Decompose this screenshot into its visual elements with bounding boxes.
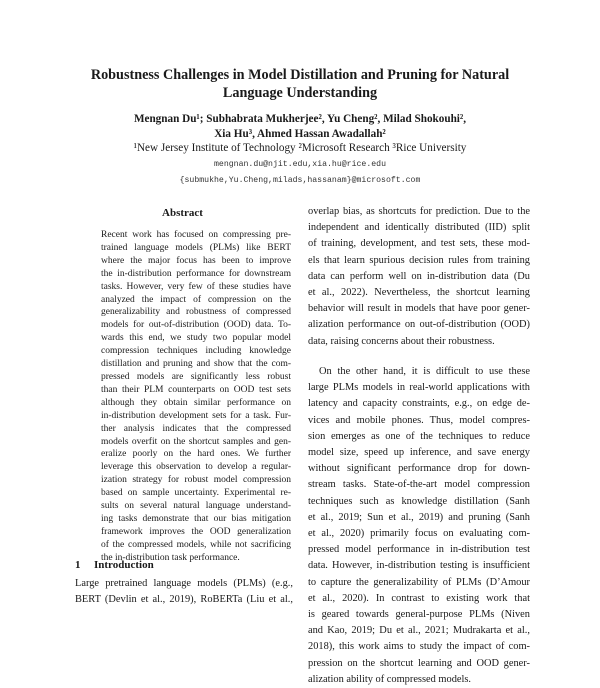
text-line: distillation and pruning and show that the com- — [101, 359, 291, 370]
text-line: model size, speed up inference, and save energy — [308, 447, 530, 459]
text-line: Large pretrained language models (PLMs) (e.g., — [75, 578, 293, 589]
email-line: mengnan.du@njit.edu,xia.hu@rice.edu — [214, 160, 386, 169]
text-line: ther analysis indicates that the compressed — [101, 423, 291, 434]
text-line: overlap bias, as shortcuts for prediction. Due to the — [308, 206, 530, 217]
text-line: stream tasks. State-of-the-art model compression — [308, 479, 530, 491]
author-line: Xia Hu³, Ahmed Hassan Awadallah² — [214, 128, 386, 140]
text-line: pressed model performance in in-distribution test — [308, 544, 530, 556]
text-line: Recent work has focused on compressing pre- — [101, 230, 291, 240]
text-line: generalizability and robustness of compressed — [101, 307, 291, 318]
section-number: 1 — [75, 559, 81, 571]
text-line: alization performance on out-of-distribution (OOD) — [308, 319, 530, 331]
text-line: vices and mobile phones. Thus, model compres- — [308, 414, 530, 426]
abstract-text — [101, 229, 291, 565]
text-line: although they obtain similar performance on — [101, 397, 291, 408]
text-line: ization strategy for robust model compression — [101, 475, 291, 486]
text-line: large PLMs models in real-world applications with — [308, 382, 530, 394]
text-line: et al., 2020) primarily focus on evaluating com- — [308, 528, 530, 540]
text-line: compression techniques including knowledge — [101, 346, 291, 357]
text-line: data, raising concerns about their robustness. — [308, 335, 495, 347]
text-line: the in-distribution task performance. — [101, 552, 240, 563]
text-line: where the major focus has been to improve — [101, 255, 291, 266]
author-emails — [40, 157, 560, 188]
text-line: to capture the generalizability of PLMs (D’Amour — [308, 576, 530, 588]
text-line: On the other hand, it is difficult to use these — [319, 366, 530, 377]
text-line: data. However, in-distribution testing is insufficient — [308, 560, 530, 572]
text-line: data can perform well on in-distribution data (Du — [308, 270, 530, 282]
title-line: Robustness Challenges in Model Distillation and Pruning for Natural — [90, 67, 510, 83]
author-line: Mengnan Du¹; Subhabrata Mukherjee², Yu Cheng², Milad Shokouhi², — [133, 113, 467, 125]
section-title: Introduction — [94, 559, 154, 571]
text-line: pression on the shortcut learning and OOD gener- — [308, 657, 530, 669]
text-line: independent and identically distributed (IID) split — [308, 222, 530, 234]
text-line: trained language models (PLMs) like BERT — [101, 242, 291, 253]
text-line: et al., 2022). Nevertheless, the shortcut learning — [308, 287, 530, 299]
text-line: behavior will result in models that have poor gener- — [308, 303, 530, 315]
text-line: models overfit on the shortcut samples and gen- — [101, 436, 291, 447]
text-line: tasks. However, very few of these studies have — [101, 281, 291, 292]
text-line: framework improves the OOD generalization — [101, 526, 291, 537]
text-line: in-distribution development sets for a task. Fur- — [101, 410, 291, 421]
text-line: analyzed the impact of compression on the — [101, 294, 291, 305]
text-line: sion emerges as one of the techniques to reduce — [308, 430, 530, 442]
text-line: pressed models are significantly less robust — [101, 371, 291, 382]
paper-title — [40, 66, 560, 102]
email-line: {submukhe,Yu.Cheng,milads,hassanam}@microsoft.com — [179, 175, 421, 185]
abstract-heading: Abstract — [162, 207, 203, 219]
text-line: the in-distribution performance for downstream — [101, 268, 291, 279]
text-line: is geared towards general-purpose PLMs (Niven — [308, 609, 530, 621]
text-line: wards this end, we study two popular model — [101, 333, 291, 344]
text-line: than their PLM counterparts on OOD test sets — [101, 384, 291, 395]
text-line: ing tasks demonstrate that our bias mitigation — [101, 513, 291, 524]
text-line: latency and capacity constraints, e.g., on edge de- — [308, 398, 530, 410]
text-line: based on sample uncertainty. Experimental re- — [101, 488, 291, 499]
introduction-text — [75, 576, 293, 608]
author-list — [40, 112, 560, 142]
text-line: models for out-of-distribution (OOD) data. To- — [101, 320, 291, 331]
right-column-paragraph-1 — [308, 204, 530, 350]
text-line: sults on several natural language understand- — [101, 501, 291, 512]
text-line: and Kao, 2019; Du et al., 2021; Mudrakarta et al., — [308, 625, 530, 637]
text-line: alization ability of compressed models. — [308, 673, 472, 685]
text-line: techniques such as knowledge distillation (Sanh — [308, 495, 530, 507]
affiliations: ¹New Jersey Institute of Technology ²Microsoft Research ³Rice University — [133, 142, 467, 154]
text-line: of training, development, and test sets, these mod- — [308, 238, 530, 250]
right-column-paragraph-2 — [308, 364, 530, 688]
text-line: leverage this observation to develop a regular- — [101, 462, 291, 473]
section-heading-introduction — [75, 559, 290, 571]
text-line: without significant performance drop for down- — [308, 463, 530, 475]
text-line: BERT (Devlin et al., 2019), RoBERTa (Liu et al., — [75, 594, 293, 606]
text-line: et al., 2019; Sun et al., 2019) and pruning (Sanh — [308, 511, 530, 523]
text-line: 2018), this work aims to study the impact of com- — [308, 641, 530, 653]
text-line: eralize poorly on the hard ones. We further — [101, 449, 291, 460]
text-line: els that learn spurious decision rules from training — [308, 254, 530, 266]
text-line: of the compressed models, while not sacrificing — [101, 539, 291, 550]
title-line: Language Understanding — [222, 85, 378, 101]
text-line: et al., 2020). In contrast to existing work that — [308, 592, 530, 604]
